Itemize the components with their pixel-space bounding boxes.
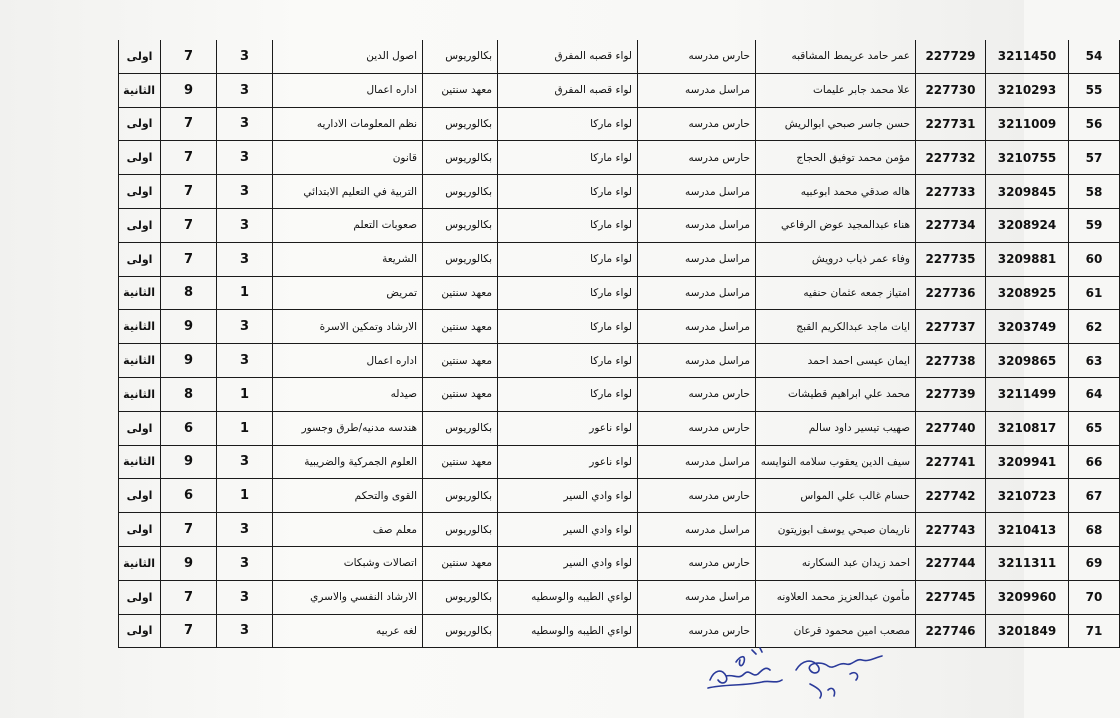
row-number-cell: 61 bbox=[1069, 276, 1120, 310]
district-cell: لواء ناعور bbox=[498, 445, 638, 479]
appointment-number-cell: 227736 bbox=[916, 276, 986, 310]
full-name-cell: مؤمن محمد توفيق الحجاج bbox=[756, 141, 916, 175]
category-cell: الثانية bbox=[119, 445, 161, 479]
full-name-cell: محمد علي ابراهيم قطيشات bbox=[756, 377, 916, 411]
major-cell: اداره اعمال bbox=[273, 344, 423, 378]
row-number-cell: 62 bbox=[1069, 310, 1120, 344]
national-id-cell: 3210413 bbox=[986, 513, 1069, 547]
national-id-cell: 3211009 bbox=[986, 107, 1069, 141]
appointment-number-cell: 227735 bbox=[916, 242, 986, 276]
level-cell: 7 bbox=[161, 141, 217, 175]
job-title-cell: مراسل مدرسه bbox=[638, 513, 756, 547]
row-number-cell: 65 bbox=[1069, 411, 1120, 445]
table-row bbox=[119, 513, 1120, 547]
full-name-cell: علا محمد جابر عليمات bbox=[756, 73, 916, 107]
district-cell: لواء قصبه المفرق bbox=[498, 73, 638, 107]
appointment-number-cell: 227737 bbox=[916, 310, 986, 344]
category-cell: الثانية bbox=[119, 344, 161, 378]
grade-cell: 3 bbox=[217, 310, 273, 344]
table-row bbox=[119, 479, 1120, 513]
grade-cell: 3 bbox=[217, 546, 273, 580]
category-cell: اولى bbox=[119, 208, 161, 242]
major-cell: معلم صف bbox=[273, 513, 423, 547]
appointment-number-cell: 227740 bbox=[916, 411, 986, 445]
full-name-cell: هاله صدقي محمد ابوعبيه bbox=[756, 175, 916, 209]
level-cell: 7 bbox=[161, 107, 217, 141]
full-name-cell: حسن جاسر صبحي ابوالريش bbox=[756, 107, 916, 141]
job-title-cell: حارس مدرسه bbox=[638, 107, 756, 141]
district-cell: لواءي الطيبه والوسطيه bbox=[498, 614, 638, 648]
national-id-cell: 3211499 bbox=[986, 377, 1069, 411]
district-cell: لواء ماركا bbox=[498, 276, 638, 310]
job-title-cell: مراسل مدرسه bbox=[638, 310, 756, 344]
appointment-number-cell: 227745 bbox=[916, 580, 986, 614]
major-cell: العلوم الجمركية والضريبية bbox=[273, 445, 423, 479]
row-number-cell: 60 bbox=[1069, 242, 1120, 276]
major-cell: تمريض bbox=[273, 276, 423, 310]
row-number-cell: 67 bbox=[1069, 479, 1120, 513]
degree-cell: بكالوريوس bbox=[423, 175, 498, 209]
row-number-cell: 59 bbox=[1069, 208, 1120, 242]
table-row bbox=[119, 580, 1120, 614]
grade-cell: 3 bbox=[217, 614, 273, 648]
row-number-cell: 58 bbox=[1069, 175, 1120, 209]
row-number-cell: 56 bbox=[1069, 107, 1120, 141]
major-cell: لغه عربيه bbox=[273, 614, 423, 648]
job-title-cell: مراسل مدرسه bbox=[638, 344, 756, 378]
national-id-cell: 3203749 bbox=[986, 310, 1069, 344]
job-title-cell: حارس مدرسه bbox=[638, 377, 756, 411]
level-cell: 9 bbox=[161, 344, 217, 378]
appointment-number-cell: 227734 bbox=[916, 208, 986, 242]
level-cell: 8 bbox=[161, 276, 217, 310]
category-cell: اولى bbox=[119, 141, 161, 175]
level-cell: 7 bbox=[161, 208, 217, 242]
job-title-cell: حارس مدرسه bbox=[638, 479, 756, 513]
degree-cell: بكالوريوس bbox=[423, 479, 498, 513]
table-row bbox=[119, 242, 1120, 276]
job-title-cell: حارس مدرسه bbox=[638, 141, 756, 175]
category-cell: الثانية bbox=[119, 276, 161, 310]
level-cell: 7 bbox=[161, 40, 217, 73]
appointment-number-cell: 227743 bbox=[916, 513, 986, 547]
grade-cell: 3 bbox=[217, 580, 273, 614]
category-cell: اولى bbox=[119, 411, 161, 445]
degree-cell: بكالوريوس bbox=[423, 411, 498, 445]
district-cell: لواء ماركا bbox=[498, 141, 638, 175]
category-cell: اولى bbox=[119, 242, 161, 276]
major-cell: اتصالات وشبكات bbox=[273, 546, 423, 580]
full-name-cell: هناء عبدالمجيد عوض الرفاعي bbox=[756, 208, 916, 242]
row-number-cell: 66 bbox=[1069, 445, 1120, 479]
national-id-cell: 3208925 bbox=[986, 276, 1069, 310]
district-cell: لواء ماركا bbox=[498, 344, 638, 378]
level-cell: 7 bbox=[161, 175, 217, 209]
category-cell: اولى bbox=[119, 479, 161, 513]
category-cell: الثانية bbox=[119, 377, 161, 411]
degree-cell: بكالوريوس bbox=[423, 580, 498, 614]
full-name-cell: حسام غالب علي المواس bbox=[756, 479, 916, 513]
major-cell: هندسه مدنيه/طرق وجسور bbox=[273, 411, 423, 445]
row-number-cell: 57 bbox=[1069, 141, 1120, 175]
national-id-cell: 3209881 bbox=[986, 242, 1069, 276]
level-cell: 9 bbox=[161, 546, 217, 580]
row-number-cell: 64 bbox=[1069, 377, 1120, 411]
row-number-cell: 69 bbox=[1069, 546, 1120, 580]
category-cell: اولى bbox=[119, 107, 161, 141]
job-title-cell: مراسل مدرسه bbox=[638, 445, 756, 479]
full-name-cell: ايمان عيسى احمد احمد bbox=[756, 344, 916, 378]
row-number-cell: 71 bbox=[1069, 614, 1120, 648]
table-row bbox=[119, 411, 1120, 445]
category-cell: الثانية bbox=[119, 310, 161, 344]
degree-cell: معهد سنتين bbox=[423, 73, 498, 107]
appointment-number-cell: 227741 bbox=[916, 445, 986, 479]
table-row bbox=[119, 276, 1120, 310]
table-row bbox=[119, 614, 1120, 648]
row-number-cell: 70 bbox=[1069, 580, 1120, 614]
job-title-cell: حارس مدرسه bbox=[638, 546, 756, 580]
grade-cell: 1 bbox=[217, 479, 273, 513]
major-cell: اداره اعمال bbox=[273, 73, 423, 107]
appointment-number-cell: 227732 bbox=[916, 141, 986, 175]
full-name-cell: امتياز جمعه عثمان حنفيه bbox=[756, 276, 916, 310]
appointment-number-cell: 227739 bbox=[916, 377, 986, 411]
district-cell: لواء وادي السير bbox=[498, 546, 638, 580]
table-row bbox=[119, 40, 1120, 73]
major-cell: الارشاد وتمكين الاسرة bbox=[273, 310, 423, 344]
district-cell: لواء ناعور bbox=[498, 411, 638, 445]
district-cell: لواء ماركا bbox=[498, 175, 638, 209]
category-cell: الثانية bbox=[119, 73, 161, 107]
district-cell: لواء وادي السير bbox=[498, 513, 638, 547]
district-cell: لواء ماركا bbox=[498, 242, 638, 276]
major-cell: قانون bbox=[273, 141, 423, 175]
appointment-number-cell: 227729 bbox=[916, 40, 986, 73]
table-row bbox=[119, 310, 1120, 344]
national-id-cell: 3201849 bbox=[986, 614, 1069, 648]
grade-cell: 3 bbox=[217, 175, 273, 209]
grade-cell: 1 bbox=[217, 411, 273, 445]
grade-cell: 3 bbox=[217, 513, 273, 547]
level-cell: 9 bbox=[161, 73, 217, 107]
major-cell: صيدله bbox=[273, 377, 423, 411]
degree-cell: معهد سنتين bbox=[423, 546, 498, 580]
level-cell: 9 bbox=[161, 445, 217, 479]
full-name-cell: عمر حامد عريمط المشاقبه bbox=[756, 40, 916, 73]
row-number-cell: 63 bbox=[1069, 344, 1120, 378]
full-name-cell: سيف الدين يعقوب سلامه النوايسه bbox=[756, 445, 916, 479]
grade-cell: 3 bbox=[217, 73, 273, 107]
row-number-cell: 68 bbox=[1069, 513, 1120, 547]
level-cell: 6 bbox=[161, 479, 217, 513]
job-title-cell: مراسل مدرسه bbox=[638, 276, 756, 310]
category-cell: اولى bbox=[119, 614, 161, 648]
degree-cell: معهد سنتين bbox=[423, 276, 498, 310]
appointments-table bbox=[118, 40, 1120, 648]
degree-cell: معهد سنتين bbox=[423, 344, 498, 378]
major-cell: القوى والتحكم bbox=[273, 479, 423, 513]
grade-cell: 1 bbox=[217, 276, 273, 310]
grade-cell: 3 bbox=[217, 445, 273, 479]
appointment-number-cell: 227738 bbox=[916, 344, 986, 378]
full-name-cell: وفاء عمر ذياب درويش bbox=[756, 242, 916, 276]
district-cell: لواء ماركا bbox=[498, 208, 638, 242]
full-name-cell: مأمون عبدالعزيز محمد العلاونه bbox=[756, 580, 916, 614]
degree-cell: معهد سنتين bbox=[423, 445, 498, 479]
table-row bbox=[119, 208, 1120, 242]
table-row bbox=[119, 141, 1120, 175]
full-name-cell: مصعب امين محمود قرعان bbox=[756, 614, 916, 648]
district-cell: لواءي الطيبه والوسطيه bbox=[498, 580, 638, 614]
job-title-cell: حارس مدرسه bbox=[638, 614, 756, 648]
job-title-cell: حارس مدرسه bbox=[638, 40, 756, 73]
grade-cell: 3 bbox=[217, 208, 273, 242]
district-cell: لواء قصبه المفرق bbox=[498, 40, 638, 73]
degree-cell: بكالوريوس bbox=[423, 242, 498, 276]
major-cell: التربية في التعليم الابتدائي bbox=[273, 175, 423, 209]
degree-cell: بكالوريوس bbox=[423, 141, 498, 175]
row-number-cell: 55 bbox=[1069, 73, 1120, 107]
full-name-cell: احمد زيدان عبد السكارنه bbox=[756, 546, 916, 580]
national-id-cell: 3211450 bbox=[986, 40, 1069, 73]
level-cell: 7 bbox=[161, 580, 217, 614]
table-row bbox=[119, 73, 1120, 107]
full-name-cell: صهيب تيسير داود سالم bbox=[756, 411, 916, 445]
district-cell: لواء ماركا bbox=[498, 107, 638, 141]
grade-cell: 1 bbox=[217, 377, 273, 411]
appointment-number-cell: 227731 bbox=[916, 107, 986, 141]
degree-cell: بكالوريوس bbox=[423, 614, 498, 648]
table-row bbox=[119, 175, 1120, 209]
category-cell: اولى bbox=[119, 580, 161, 614]
national-id-cell: 3209845 bbox=[986, 175, 1069, 209]
category-cell: اولى bbox=[119, 40, 161, 73]
degree-cell: معهد سنتين bbox=[423, 377, 498, 411]
level-cell: 7 bbox=[161, 513, 217, 547]
job-title-cell: حارس مدرسه bbox=[638, 411, 756, 445]
job-title-cell: مراسل مدرسه bbox=[638, 580, 756, 614]
table-row bbox=[119, 445, 1120, 479]
table-row bbox=[119, 344, 1120, 378]
category-cell: اولى bbox=[119, 513, 161, 547]
national-id-cell: 3209865 bbox=[986, 344, 1069, 378]
table-row bbox=[119, 546, 1120, 580]
grade-cell: 3 bbox=[217, 141, 273, 175]
grade-cell: 3 bbox=[217, 344, 273, 378]
national-id-cell: 3211311 bbox=[986, 546, 1069, 580]
major-cell: الشريعة bbox=[273, 242, 423, 276]
job-title-cell: مراسل مدرسه bbox=[638, 175, 756, 209]
grade-cell: 3 bbox=[217, 242, 273, 276]
table-row bbox=[119, 107, 1120, 141]
level-cell: 9 bbox=[161, 310, 217, 344]
appointment-number-cell: 227730 bbox=[916, 73, 986, 107]
major-cell: اصول الدين bbox=[273, 40, 423, 73]
appointment-number-cell: 227744 bbox=[916, 546, 986, 580]
appointment-number-cell: 227746 bbox=[916, 614, 986, 648]
major-cell: صعوبات التعلم bbox=[273, 208, 423, 242]
table-row bbox=[119, 377, 1120, 411]
appointment-number-cell: 227733 bbox=[916, 175, 986, 209]
job-title-cell: مراسل مدرسه bbox=[638, 73, 756, 107]
appointment-number-cell: 227742 bbox=[916, 479, 986, 513]
district-cell: لواء ماركا bbox=[498, 310, 638, 344]
level-cell: 7 bbox=[161, 614, 217, 648]
table-body bbox=[119, 40, 1120, 648]
national-id-cell: 3210755 bbox=[986, 141, 1069, 175]
national-id-cell: 3209960 bbox=[986, 580, 1069, 614]
degree-cell: بكالوريوس bbox=[423, 40, 498, 73]
category-cell: اولى bbox=[119, 175, 161, 209]
handwritten-signature bbox=[700, 640, 890, 706]
national-id-cell: 3210817 bbox=[986, 411, 1069, 445]
grade-cell: 3 bbox=[217, 40, 273, 73]
degree-cell: بكالوريوس bbox=[423, 208, 498, 242]
level-cell: 6 bbox=[161, 411, 217, 445]
level-cell: 8 bbox=[161, 377, 217, 411]
degree-cell: بكالوريوس bbox=[423, 107, 498, 141]
degree-cell: بكالوريوس bbox=[423, 513, 498, 547]
major-cell: الارشاد النفسي والاسري bbox=[273, 580, 423, 614]
full-name-cell: ناريمان صبحي يوسف ابوزيتون bbox=[756, 513, 916, 547]
national-id-cell: 3210723 bbox=[986, 479, 1069, 513]
level-cell: 7 bbox=[161, 242, 217, 276]
category-cell: الثانية bbox=[119, 546, 161, 580]
major-cell: نظم المعلومات الاداريه bbox=[273, 107, 423, 141]
degree-cell: معهد سنتين bbox=[423, 310, 498, 344]
national-id-cell: 3209941 bbox=[986, 445, 1069, 479]
job-title-cell: مراسل مدرسه bbox=[638, 242, 756, 276]
national-id-cell: 3208924 bbox=[986, 208, 1069, 242]
district-cell: لواء وادي السير bbox=[498, 479, 638, 513]
national-id-cell: 3210293 bbox=[986, 73, 1069, 107]
grade-cell: 3 bbox=[217, 107, 273, 141]
district-cell: لواء ماركا bbox=[498, 377, 638, 411]
full-name-cell: ايات ماجد عبدالكريم القبج bbox=[756, 310, 916, 344]
job-title-cell: مراسل مدرسه bbox=[638, 208, 756, 242]
row-number-cell: 54 bbox=[1069, 40, 1120, 73]
